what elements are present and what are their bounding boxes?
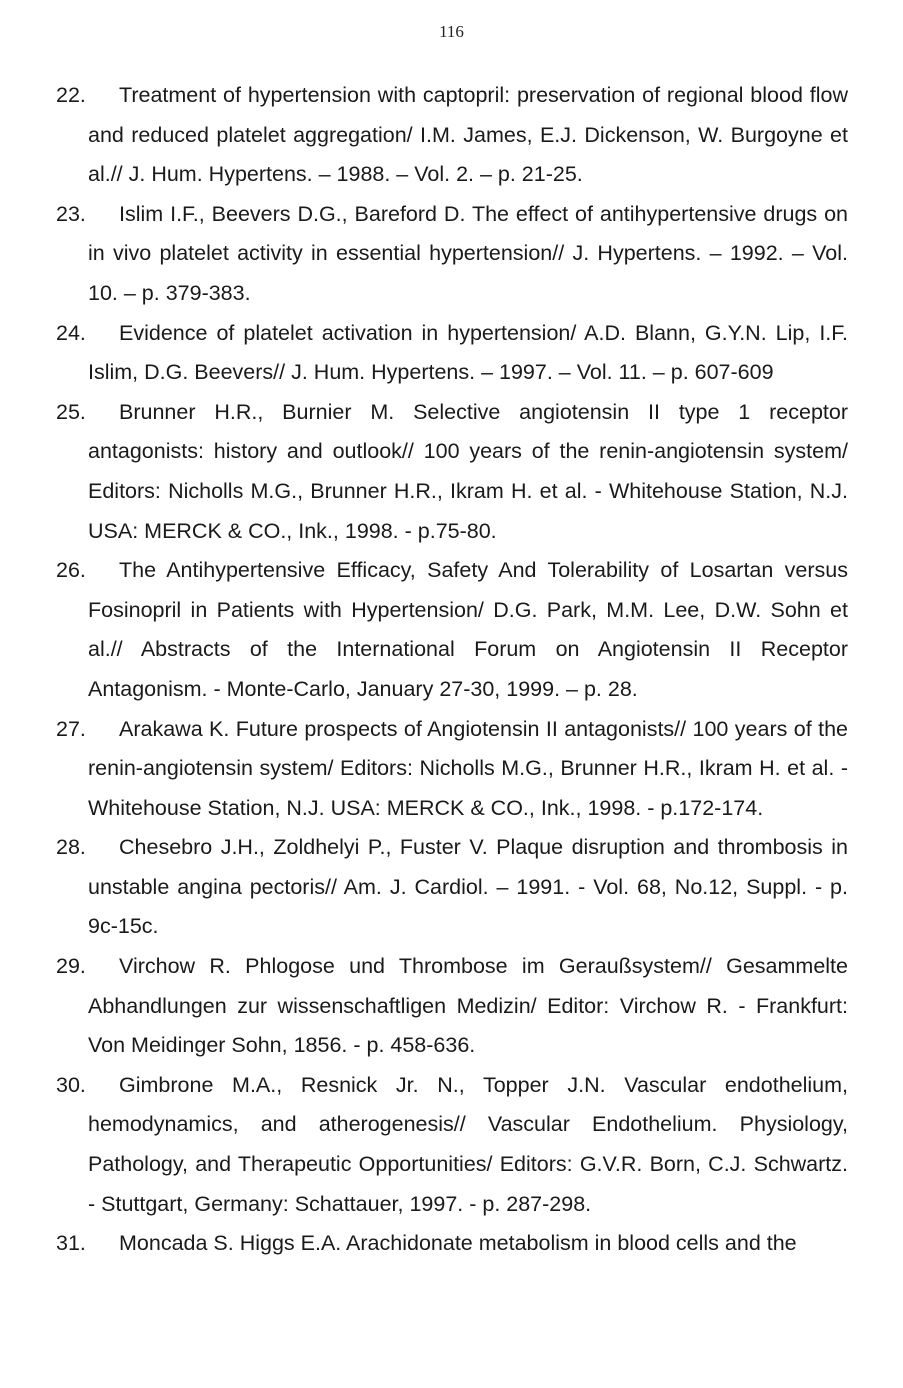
reference-item: [56, 710, 848, 829]
reference-item: [56, 551, 848, 709]
reference-text: Brunner H.R., Burnier M. Selective angiotensin II type 1 receptor antagonists: history and outlook// 100 years of the renin-angiotensin system/ Editors: Nicholls M.G., Brunner H.R., Ikram H. et al. - Whitehouse Station, N.J. USA: MERCK & CO., Ink., 1998. - p.75-80.: [88, 399, 848, 543]
reference-item: [56, 947, 848, 1066]
reference-item: [56, 393, 848, 551]
reference-list: [56, 76, 848, 1264]
reference-item: [56, 1224, 848, 1264]
reference-item: [56, 76, 848, 195]
reference-text: Treatment of hypertension with captopril: preservation of regional blood flow and reduced platelet aggregation/ I.M. James, E.J. Dickenson, W. Burgoyne et al.// J. Hum. Hypertens. – 1988. – Vol. 2. – p. 21-25.: [88, 83, 848, 187]
reference-number: 31.: [56, 1231, 86, 1256]
reference-number: 30.: [56, 1072, 86, 1097]
reference-item: [56, 195, 848, 314]
reference-number: 26.: [56, 558, 86, 583]
reference-number: 25.: [56, 399, 86, 424]
reference-text: Virchow R. Phlogose und Thrombose im Geraußsystem// Gesammelte Abhandlungen zur wissenschaftligen Medizin/ Editor: Virchow R. - Frankfurt: Von Meidinger Sohn, 1856. - p. 458-636.: [88, 954, 848, 1058]
page-number: 116: [439, 22, 464, 41]
reference-text: Arakawa K. Future prospects of Angiotensin II antagonists// 100 years of the renin-angiotensin system/ Editors: Nicholls M.G., Brunner H.R., Ikram H. et al. - Whitehouse Station, N.J. USA: MERCK & CO., Ink., 1998. - p.172-174.: [88, 716, 848, 820]
reference-item: [56, 828, 848, 947]
reference-number: 23.: [56, 201, 86, 226]
reference-item: [56, 314, 848, 393]
reference-number: 27.: [56, 716, 86, 741]
reference-text: Chesebro J.H., Zoldhelyi P., Fuster V. Plaque disruption and thrombosis in unstable angina pectoris// Am. J. Cardiol. – 1991. - Vol. 68, No.12, Suppl. - p. 9c-15c.: [88, 835, 848, 939]
reference-text: Gimbrone M.A., Resnick Jr. N., Topper J.N. Vascular endothelium, hemodynamics, and atherogenesis// Vascular Endothelium. Physiology, Pathology, and Therapeutic Opportunities/ Editors: G.V.R. Born, C.J. Schwartz. - Stuttgart, Germany: Schattauer, 1997. - p. 287-298.: [88, 1072, 848, 1216]
reference-number: 29.: [56, 954, 86, 979]
reference-item: [56, 1066, 848, 1224]
reference-text: Moncada S. Higgs E.A. Arachidonate metabolism in blood cells and the: [119, 1231, 797, 1256]
reference-text: Islim I.F., Beevers D.G., Bareford D. The effect of antihypertensive drugs on in vivo platelet activity in essential hypertension// J. Hypertens. – 1992. – Vol. 10. – p. 379-383.: [88, 201, 848, 305]
reference-text: Evidence of platelet activation in hypertension/ A.D. Blann, G.Y.N. Lip, I.F. Islim, D.G. Beevers// J. Hum. Hypertens. – 1997. – Vol. 11. – p. 607-609: [88, 320, 848, 385]
reference-number: 28.: [56, 835, 86, 860]
reference-text: The Antihypertensive Efficacy, Safety And Tolerability of Losartan versus Fosinopril in Patients with Hypertension/ D.G. Park, M.M. Lee, D.W. Sohn et al.// Abstracts of the International Forum on Angiotensin II Receptor Antagonism. - Monte-Carlo, January 27-30, 1999. – p. 28.: [88, 558, 848, 701]
reference-number: 22.: [56, 83, 86, 107]
reference-number: 24.: [56, 320, 86, 345]
